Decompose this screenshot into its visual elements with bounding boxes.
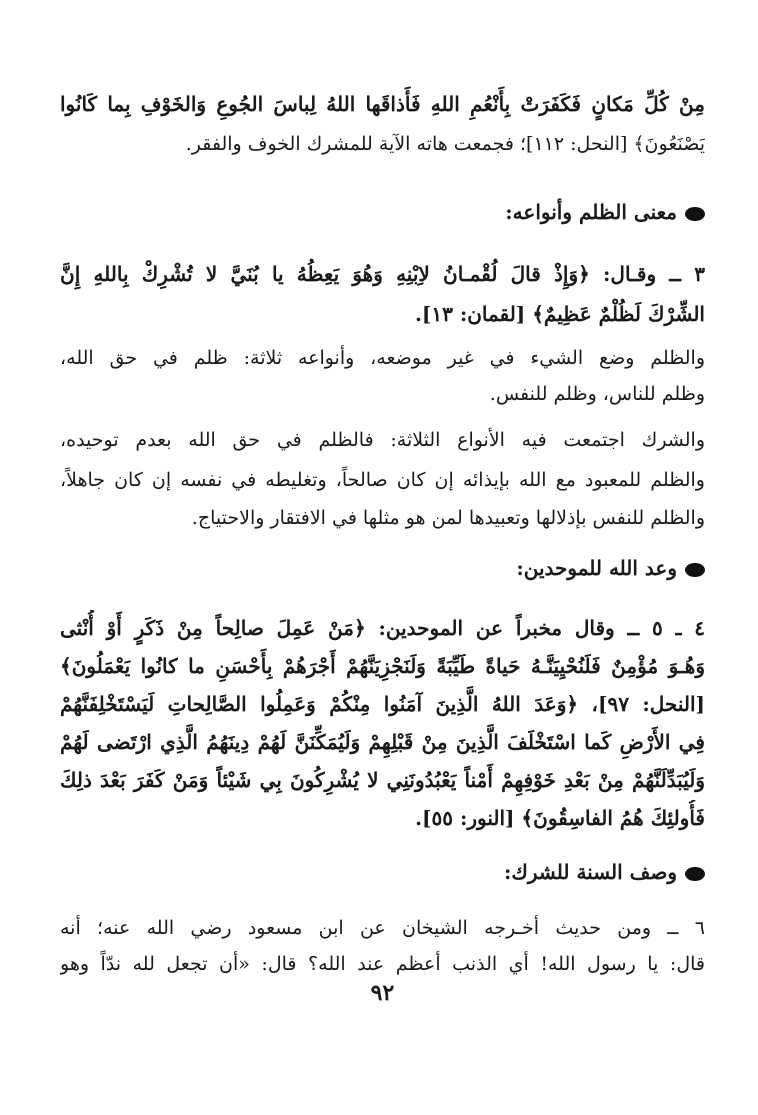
section-heading-sunnah	[504, 854, 705, 890]
bullet-icon	[685, 563, 705, 577]
text-line-10: ٤ ـ ٥ ــ وقال مخبراً عن الموحدين: ﴿مَنْ عَمِلَ صالِحاً مِنْ ذَكَرٍ أَوْ أُنْثى	[60, 616, 705, 640]
text-line-15: فَأُولئِكَ هُمُ الفاسِقُونَ﴾ [النور: ٥٥].	[415, 806, 705, 830]
text-line-16: ٦ ــ ومن حديث أخـرجه الشيخان عن ابن مسعود رضي الله عنه؛ أنه	[60, 917, 705, 939]
text-line-8: والظلم للمعبود مع الله بإيذائه إن كان صالحاً، وتغليطه في نفسه إن كان جاهلاً،	[60, 469, 705, 491]
text-line-5: والظلم وضع الشيء في غير موضعه، وأنواعه ثلاثة: ظلم في حق الله،	[60, 347, 705, 369]
heading-text: معنى الظلم وأنواعه:	[505, 200, 677, 224]
text-line-2: يَصْنَعُونَ﴾ [النحل: ١١٢]؛ فجمعت هاته الآية للمشرك الخوف والفقر.	[185, 133, 705, 155]
text-line-12: [النحل: ٩٧]، ﴿وَعَدَ اللهُ الَّذِينَ آمَنُوا مِنْكُمْ وَعَمِلُوا الصَّالِحاتِ لَيَسْتَخْلِفَنَّهُمْ	[60, 692, 705, 716]
section-heading-injustice	[505, 194, 705, 230]
text-line-11: وَهُـوَ مُؤْمِنٌ فَلَنُحْيِيَنَّـهُ حَياةً طَيِّبَةً وَلَنَجْزِيَنَّهُمْ أَجْرَهُمْ بِأَحْسَنِ ما كانُوا يَعْمَلُونَ﴾	[60, 654, 705, 678]
page-number: ٩٢	[370, 980, 395, 1006]
text-line-14: وَلَيُبَدِّلَنَّهُمْ مِنْ بَعْدِ خَوْفِهِمْ أَمْناً يَعْبُدُونَنِي لا يُشْرِكُونَ بِي شَيْئاً وَمَنْ كَفَرَ بَعْدَ ذلِكَ	[60, 768, 705, 792]
text-line-1: مِنْ كُلِّ مَكانٍ فَكَفَرَتْ بِأَنْعُمِ اللهِ فَأَذاقَها اللهُ لِباسَ الجُوعِ وَالخَوْفِ بِما كَانُوا	[60, 92, 705, 116]
text-line-4: الشِّرْكَ لَظُلْمٌ عَظِيمٌ﴾ [لقمان: ١٣].	[414, 302, 705, 326]
heading-text: وصف السنة للشرك:	[504, 860, 677, 884]
bullet-icon	[685, 867, 705, 881]
text-line-6: وظلم للناس، وظلم للنفس.	[489, 383, 705, 405]
text-line-7: والشرك اجتمعت فيه الأنواع الثلاثة: فالظلم في حق الله بعدم توحيده،	[60, 429, 705, 451]
text-line-3: ٣ ــ وقـال: ﴿وَإِذْ قالَ لُقْمـانُ لاِبْنِهِ وَهُوَ يَعِظُهُ يا بُنَيَّ لا تُشْرِكْ بِاللهِ إِنَّ	[60, 262, 705, 286]
text-line-17: قال: يا رسول الله! أي الذنب أعظم عند الله؟ قال: «أن تجعل لله ندّاً وهو	[60, 953, 705, 975]
section-heading-promise	[516, 550, 705, 586]
text-line-9: والظلم للنفس بإذلالها وتعبيدها لمن هو مثلها في الافتقار والاحتياج.	[191, 507, 705, 529]
bullet-icon	[685, 207, 705, 221]
heading-text: وعد الله للموحدين:	[516, 556, 677, 580]
text-line-13: فِي الأَرْضِ كَما اسْتَخْلَفَ الَّذِينَ مِنْ قَبْلِهِمْ وَلَيُمَكِّنَنَّ لَهُمْ دِينَهُمُ الَّذِي ارْتَضى لَهُمْ	[60, 730, 705, 754]
